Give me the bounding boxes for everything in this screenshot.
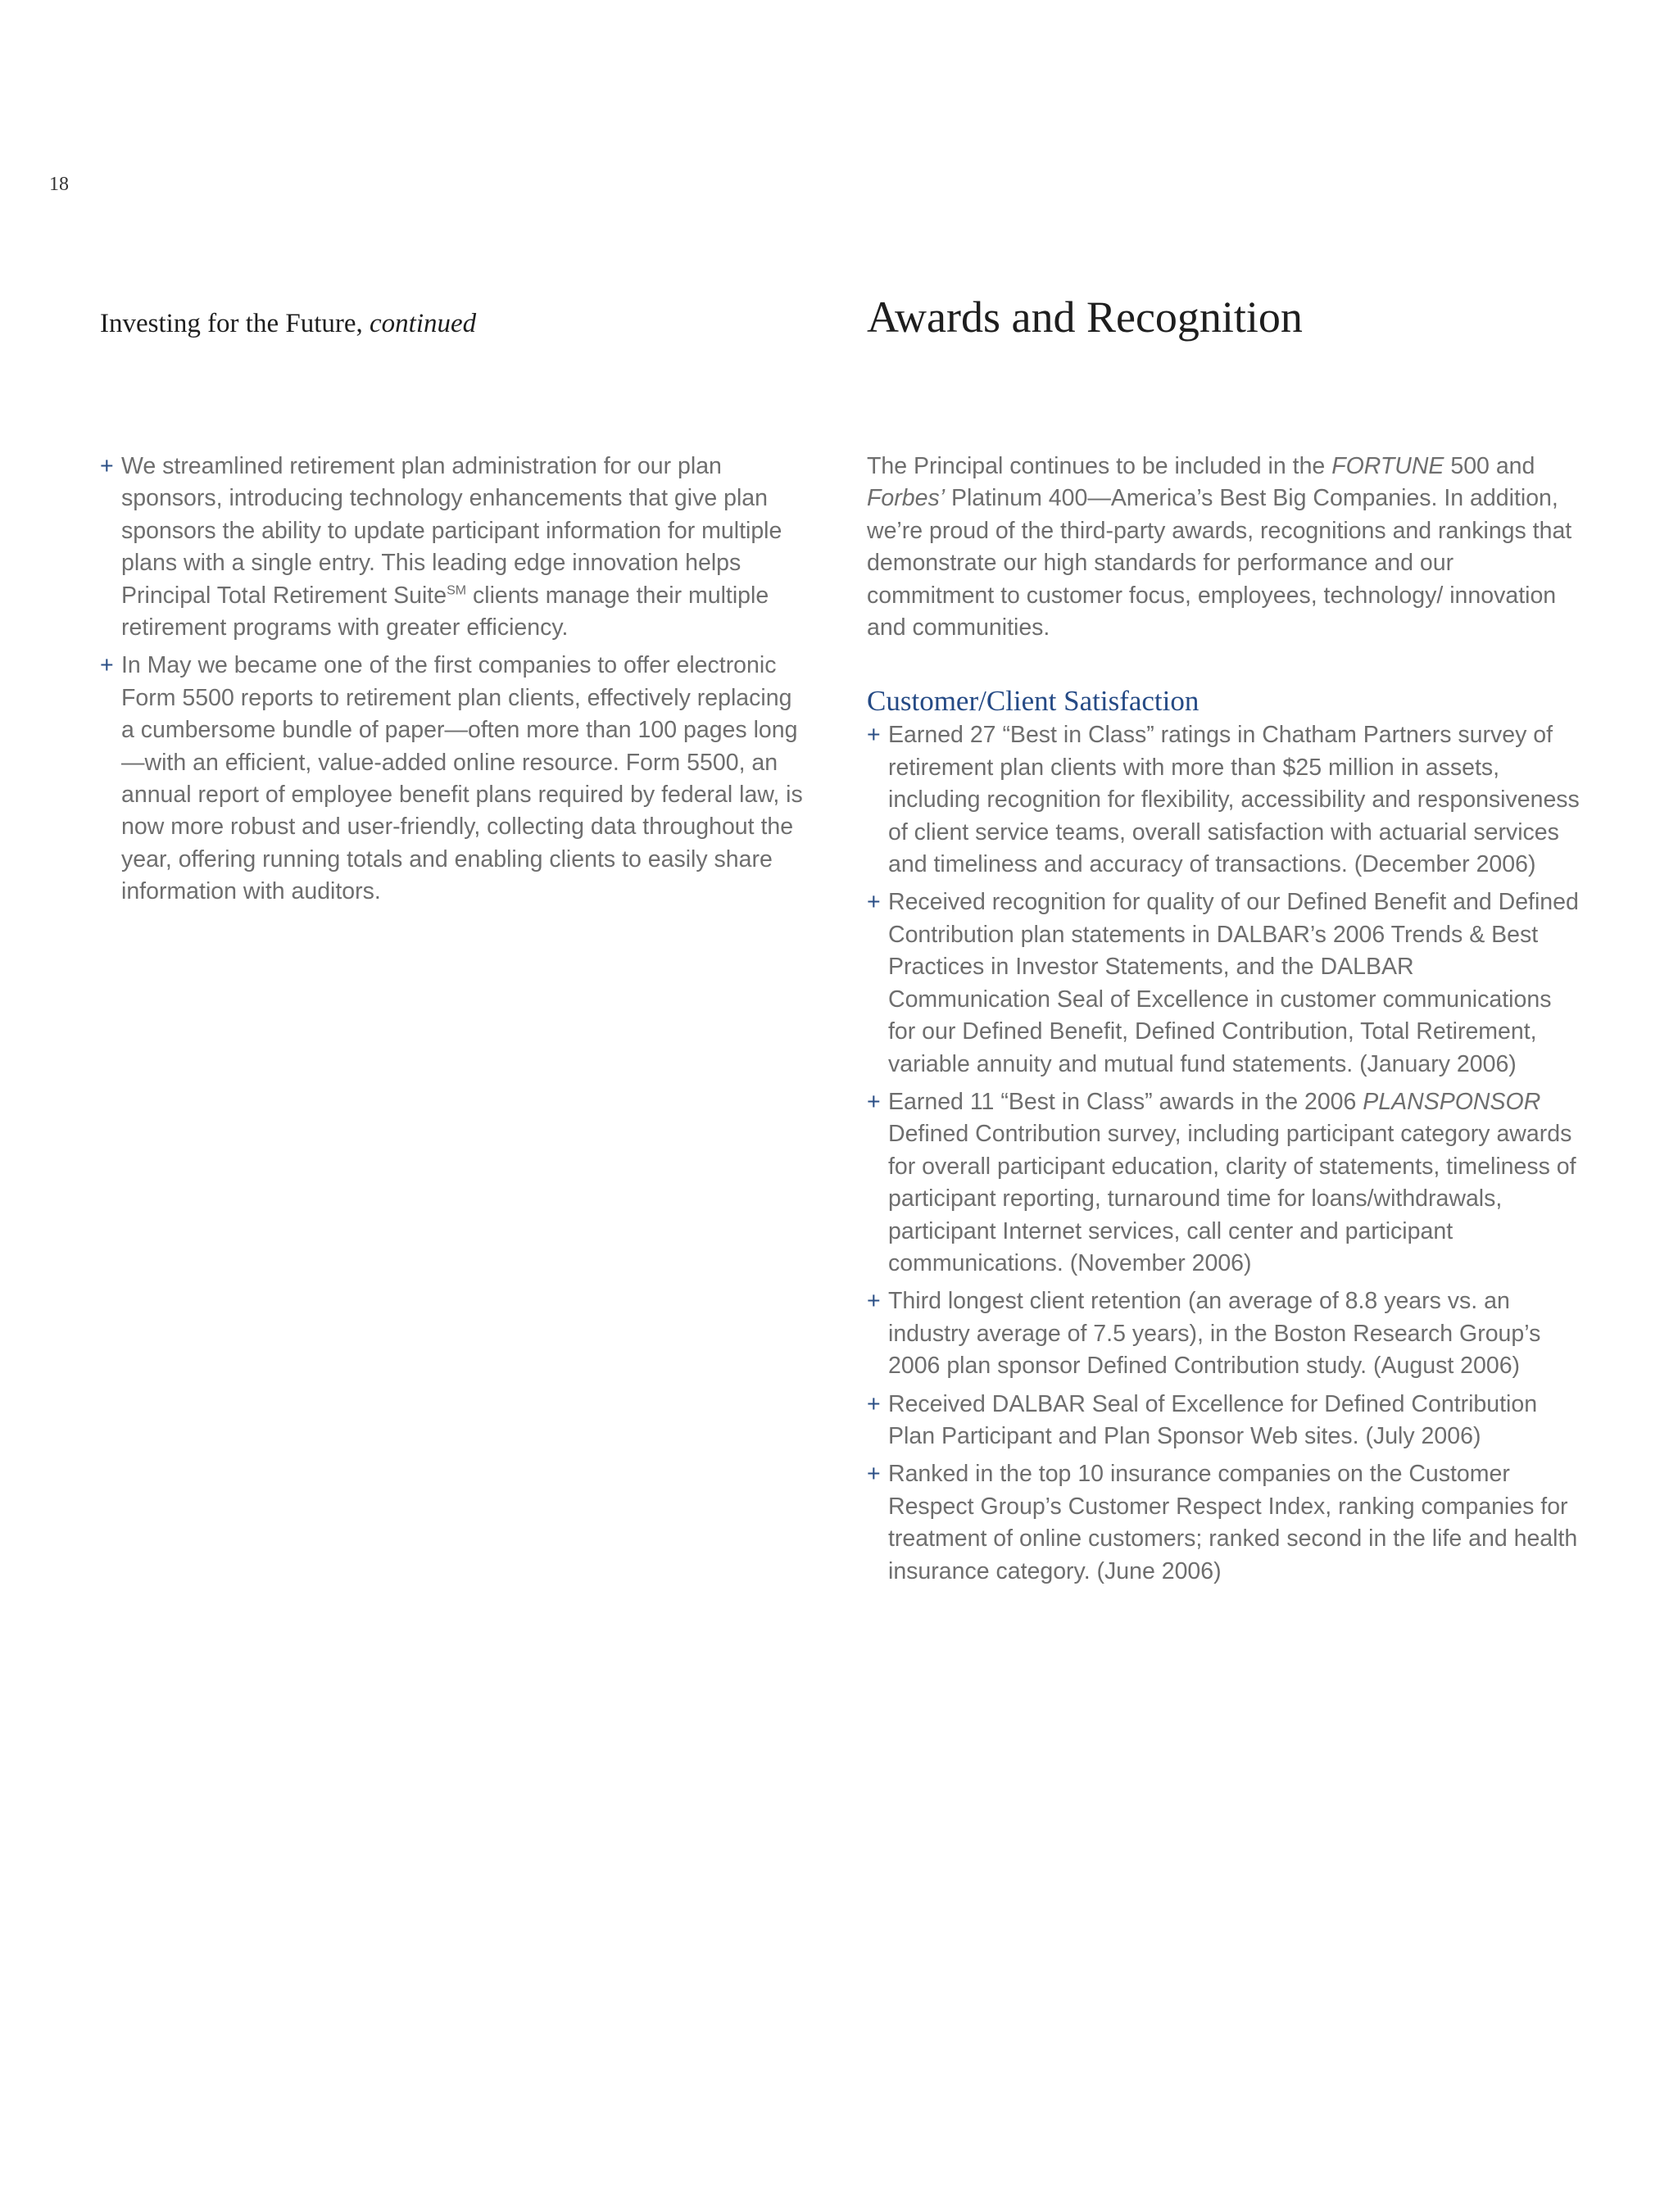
service-mark: SM — [447, 583, 467, 598]
plus-bullet-icon: + — [867, 722, 881, 749]
plus-bullet-icon: + — [100, 453, 114, 479]
list-item — [867, 1086, 1580, 1280]
list-item-text: Earned 11 “Best in Class” awards in the 2006 — [888, 1088, 1363, 1115]
list-item-text: Third longest client retention (an average of 8.8 years vs. an industry average of 7.5 years), in the Boston Research Group’s 2006 plan sponsor Defined Contribution study. (August 2006) — [888, 1288, 1541, 1380]
list-item-text: In May we became one of the first companies to offer electronic Form 5500 reports to retirement plan clients, effectively replacing a cumbersome bundle of paper—often more than 100 pages long—with an efficient, value-added online resource. Form 5500, an annual report of employee benefit plans required by federal law, is now more robust and user-friendly, collecting data throughout the year, offering running totals and enabling clients to easily share information with auditors. — [121, 652, 803, 905]
list-item-text: Earned 27 “Best in Class” ratings in Chatham Partners survey of retirement plan clients with more than $25 million in assets, including recognition for flexibility, accessibility and responsiveness of client service teams, overall satisfaction with actuarial services and timeliness and accuracy of transactions. (December 2006) — [888, 722, 1580, 878]
list-item-text: We streamlined retirement plan administration for our plan sponsors, introducing technology enhancements that give plan sponsors the ability to update participant information for multiple plans with a single entry. This leading edge innovation helps Principal Total Retirement Suite — [121, 453, 782, 609]
list-item-text: Received DALBAR Seal of Excellence for Defined Contribution Plan Participant and Plan Sponsor Web sites. (July 2006) — [888, 1390, 1538, 1449]
plus-bullet-icon: + — [867, 1390, 881, 1417]
list-item — [867, 719, 1580, 881]
list-item — [100, 650, 805, 908]
initiatives-list — [100, 451, 805, 909]
plus-bullet-icon: + — [867, 1461, 881, 1488]
list-item-text: Defined Contribution survey, including participant category awards for overall participant education, clarity of statements, timeliness of participant reporting, turnaround time for loans/withdrawals, participant Internet services, call center and participant communications. (November 2006) — [888, 1121, 1576, 1276]
page-number: 18 — [49, 174, 69, 195]
section-heading-continued — [100, 309, 476, 339]
intro-text: The Principal continues to be included in the — [867, 453, 1332, 479]
plus-bullet-icon: + — [867, 889, 881, 916]
plus-bullet-icon: + — [867, 1288, 881, 1315]
subheading: Customer/Client Satisfaction — [867, 685, 1200, 718]
awards-list — [867, 719, 1580, 1588]
plus-bullet-icon: + — [100, 652, 114, 679]
list-item-italic: PLANSPONSOR — [1363, 1088, 1541, 1115]
list-item-text: Ranked in the top 10 insurance companies on the Customer Respect Group’s Customer Respect Index, ranking companies for treatment of online customers; ranked second in the life and health insurance category. (June 2006) — [888, 1461, 1578, 1584]
intro-text: 500 and — [1444, 453, 1535, 479]
intro-text: Platinum 400—America’s Best Big Companies. In addition, we’re proud of the third-party awards, recognitions and rankings that demonstrate our high standards for performance and our commitment to customer focus, employees, technology/ innovation and communities. — [867, 485, 1572, 641]
list-item — [867, 1285, 1580, 1382]
list-item — [867, 886, 1580, 1080]
intro-italic-forbes: Forbes’ — [867, 485, 946, 512]
list-item — [100, 451, 805, 644]
intro-paragraph — [867, 451, 1580, 644]
list-item-text: clients manage their multiple retirement programs with greater efficiency. — [121, 582, 769, 641]
list-item-text: Received recognition for quality of our Defined Benefit and Defined Contribution plan statements in DALBAR’s 2006 Trends & Best Practices in Investor Statements, and the DALBAR Communication Seal of Excellence in customer communications for our Defined Benefit, Defined Contribution, Total Retirement, variable annuity and mutual fund statements. (January 2006) — [888, 889, 1579, 1077]
page-title: Awards and Recognition — [867, 292, 1303, 342]
plus-bullet-icon: + — [867, 1088, 881, 1115]
intro-italic-fortune: FORTUNE — [1331, 453, 1444, 479]
list-item — [867, 1389, 1580, 1453]
right-column — [867, 451, 1580, 1593]
left-column — [100, 451, 805, 914]
section-heading-italic: continued — [370, 309, 477, 338]
section-heading-text: Investing for the Future, — [100, 309, 363, 338]
list-item — [867, 1458, 1580, 1588]
